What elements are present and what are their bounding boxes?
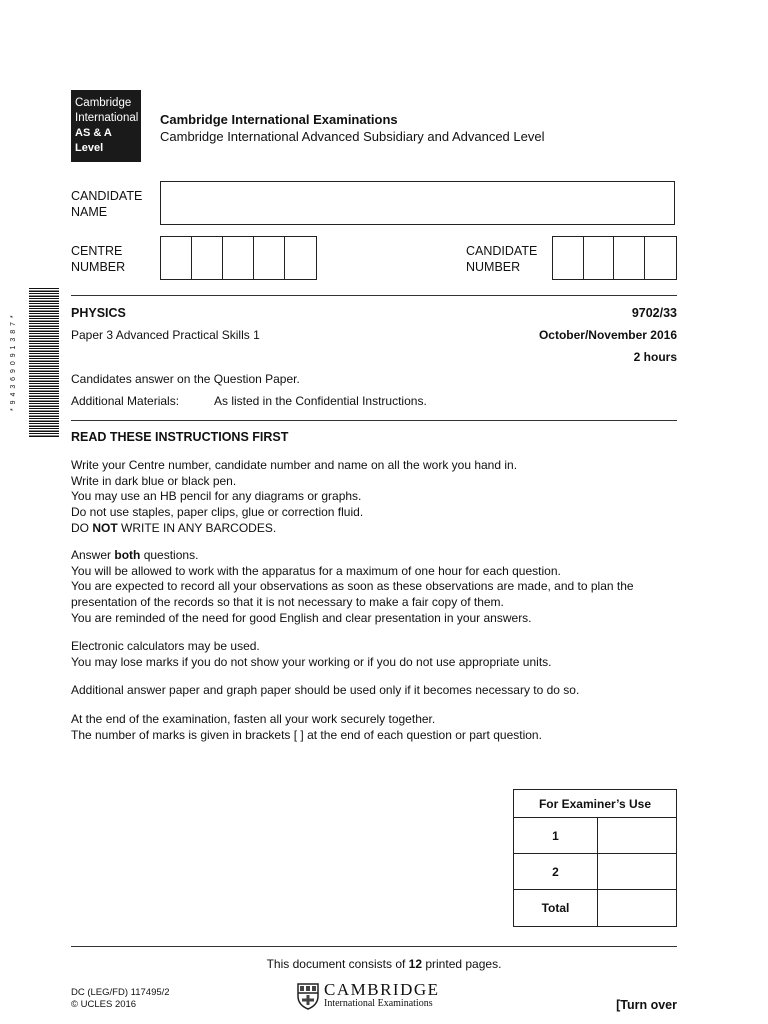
exam-duration: 2 hours bbox=[633, 350, 677, 364]
instruction-line: Do not use staples, paper clips, glue or correction fluid. bbox=[71, 505, 364, 520]
instruction-line: You may lose marks if you do not show your working or if you do not use appropriate units. bbox=[71, 654, 552, 669]
candidate-digit-box[interactable] bbox=[584, 237, 615, 279]
materials-value: As listed in the Confidential Instructions. bbox=[214, 394, 427, 408]
instructions-heading: READ THESE INSTRUCTIONS FIRST bbox=[71, 430, 289, 444]
candidate-number-label: CANDIDATE NUMBER bbox=[466, 244, 538, 274]
instruction-line: Additional answer paper and graph paper should be used only if it becomes necessary to do so. bbox=[71, 683, 580, 697]
candidate-digit-box[interactable] bbox=[614, 237, 645, 279]
centre-digit-box[interactable] bbox=[161, 237, 192, 279]
instruction-line: You will be allowed to work with the apparatus for a maximum of one hour for each question. bbox=[71, 563, 561, 578]
barcode bbox=[29, 288, 59, 438]
centre-number-field[interactable] bbox=[160, 236, 317, 280]
centre-number-label: CENTRE NUMBER bbox=[71, 244, 126, 274]
instruction-line: You may use an HB pencil for any diagrams or graphs. bbox=[71, 489, 362, 504]
centre-digit-box[interactable] bbox=[254, 237, 285, 279]
qualification-title: Cambridge International Advanced Subsidiary and Advanced Level bbox=[160, 129, 545, 144]
instruction-line: Electronic calculators may be used. bbox=[71, 639, 260, 653]
divider-rule bbox=[71, 420, 677, 421]
brand-name: CAMBRIDGE bbox=[324, 980, 440, 999]
turn-over-text: [Turn over bbox=[616, 998, 677, 1012]
instructions-block-2 bbox=[71, 548, 677, 627]
instructions-block-5 bbox=[71, 712, 677, 743]
instruction-line: At the end of the examination, fasten all your work securely together. bbox=[71, 712, 436, 726]
candidate-name-field[interactable] bbox=[160, 181, 675, 225]
cambridge-brand bbox=[296, 982, 440, 1010]
barcode-number: * 9 4 3 6 9 0 9 1 3 8 7 * bbox=[10, 314, 17, 412]
examiners-use-title: For Examiner’s Use bbox=[514, 790, 677, 818]
centre-digit-box[interactable] bbox=[285, 237, 316, 279]
instruction-line: You are expected to record all your observations as soon as these observations are made, and to plan the bbox=[71, 579, 634, 594]
logo-line-3: AS & A Level bbox=[75, 127, 112, 154]
answer-instruction: Answer both questions. bbox=[71, 548, 199, 562]
subject-title: PHYSICS bbox=[71, 306, 126, 320]
divider-rule bbox=[71, 295, 677, 296]
exam-board-title: Cambridge International Examinations bbox=[160, 112, 398, 127]
question-1-mark-cell bbox=[598, 818, 677, 854]
candidate-name-label: CANDIDATE NAME bbox=[71, 189, 143, 219]
logo-line-1: Cambridge bbox=[75, 97, 132, 109]
instruction-line: The number of marks is given in brackets [ ] at the end of each question or part question. bbox=[71, 727, 542, 742]
instruction-line: Write your Centre number, candidate number and name on all the work you hand in. bbox=[71, 458, 518, 472]
document-reference: DC (LEG/FD) 117495/2 © UCLES 2016 bbox=[71, 987, 170, 1010]
page-count-text: This document consists of 12 printed pages. bbox=[266, 957, 502, 971]
instruction-line: You are reminded of the need for good English and clear presentation in your answers. bbox=[71, 610, 532, 625]
centre-digit-box[interactable] bbox=[223, 237, 254, 279]
cambridge-as-a-level-logo bbox=[71, 90, 141, 162]
cambridge-crest-icon bbox=[296, 982, 320, 1010]
materials-label: Additional Materials: bbox=[71, 394, 180, 408]
barcode-instruction: DO NOT WRITE IN ANY BARCODES. bbox=[71, 520, 277, 535]
instructions-block-1 bbox=[71, 458, 677, 537]
candidate-number-field[interactable] bbox=[552, 236, 677, 280]
logo-line-2: International bbox=[75, 112, 139, 124]
brand-subtitle: International Examinations bbox=[324, 998, 433, 1009]
question-2-mark-cell bbox=[598, 854, 677, 890]
total-label: Total bbox=[514, 890, 598, 927]
exam-session: October/November 2016 bbox=[538, 328, 677, 342]
instructions-block-4 bbox=[71, 683, 677, 699]
candidate-digit-box[interactable] bbox=[645, 237, 676, 279]
question-1-label: 1 bbox=[514, 818, 598, 854]
syllabus-code: 9702/33 bbox=[631, 306, 677, 320]
paper-title: Paper 3 Advanced Practical Skills 1 bbox=[71, 328, 260, 342]
candidate-digit-box[interactable] bbox=[553, 237, 584, 279]
examiners-use-table bbox=[513, 789, 677, 927]
divider-rule bbox=[71, 946, 677, 947]
answer-on-text: Candidates answer on the Question Paper. bbox=[71, 372, 300, 386]
question-2-label: 2 bbox=[514, 854, 598, 890]
instruction-line: Write in dark blue or black pen. bbox=[71, 473, 237, 488]
instruction-line: presentation of the records so that it is not necessary to make a fair copy of them. bbox=[71, 595, 504, 610]
total-mark-cell bbox=[598, 890, 677, 927]
centre-digit-box[interactable] bbox=[192, 237, 223, 279]
instructions-block-3 bbox=[71, 639, 677, 670]
